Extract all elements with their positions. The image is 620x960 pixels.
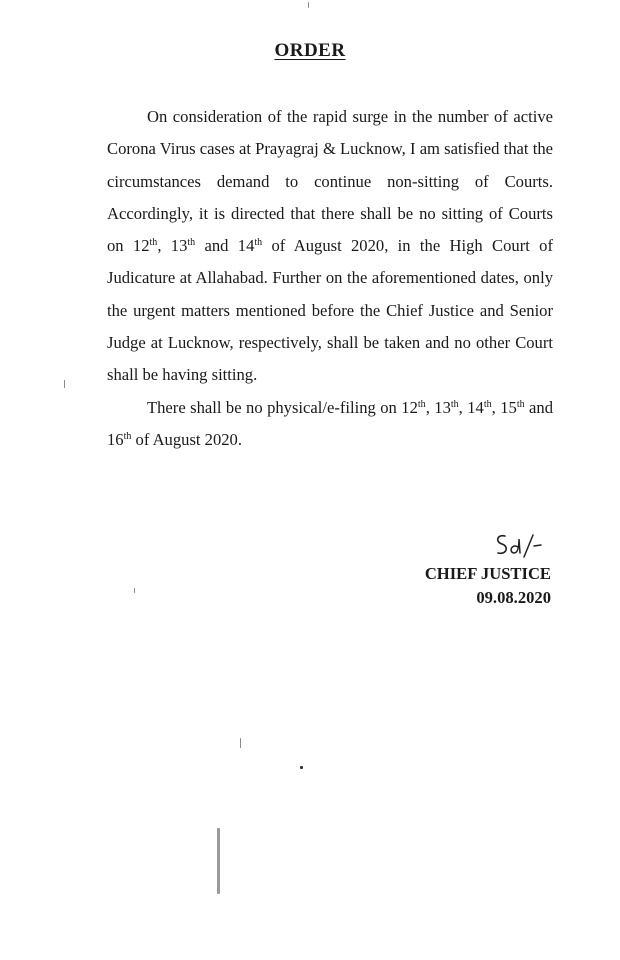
- scan-artifact: [217, 828, 220, 894]
- scan-artifact: [64, 380, 65, 388]
- handwritten-sd-signature: [491, 530, 551, 560]
- scan-artifact: [300, 766, 303, 769]
- ordinal-suffix: th: [254, 237, 263, 249]
- paragraph-2-text-d: , 15: [491, 397, 517, 417]
- paragraph-2-text-c: , 14: [458, 397, 484, 417]
- ordinal-suffix: th: [417, 398, 426, 410]
- paragraph-1-text-c: and 14: [195, 236, 255, 256]
- ordinal-suffix: th: [123, 430, 132, 442]
- scan-artifact: [308, 2, 309, 8]
- signatory-title: CHIEF JUSTICE: [424, 564, 551, 583]
- scan-artifact: [240, 738, 241, 748]
- paragraph-2-text-b: , 13: [425, 397, 451, 417]
- scan-artifact: [134, 588, 135, 593]
- paragraph-1-text-a: On consideration of the rapid surge in the number of active Corona Virus cases at Prayagraj & Lucknow, I am satisfied that the circumstances demand to continue non-sitting of Courts. Accordingly, it is directed that there shall be no sitting of Courts on 12: [107, 107, 553, 256]
- paragraph-1-text-d: of August 2020, in the High Court of Judicature at Allahabad. Further on the aforementioned dates, only the urgent matters mentioned before the Chief Justice and Senior Judge at Lucknow, respectively, shall be taken and no other Court shall be having sitting.: [107, 236, 553, 385]
- paragraph-2-text-a: There shall be no physical/e-filing on 12: [147, 397, 418, 417]
- order-paragraph-2: [107, 392, 553, 457]
- ordinal-suffix: th: [149, 237, 158, 249]
- document-title: ORDER: [274, 40, 346, 61]
- ordinal-suffix: th: [516, 398, 525, 410]
- paragraph-2-text-e: and 16: [107, 397, 553, 449]
- order-body: [107, 101, 553, 456]
- paragraph-2-text-f: of August 2020.: [131, 429, 243, 449]
- ordinal-suffix: th: [187, 237, 196, 249]
- paragraph-1-text-b: , 13: [157, 236, 188, 256]
- signature-block: [425, 530, 551, 610]
- ordinal-suffix: th: [450, 398, 459, 410]
- ordinal-suffix: th: [483, 398, 492, 410]
- order-date: 09.08.2020: [476, 588, 551, 607]
- order-paragraph-1: [107, 101, 553, 392]
